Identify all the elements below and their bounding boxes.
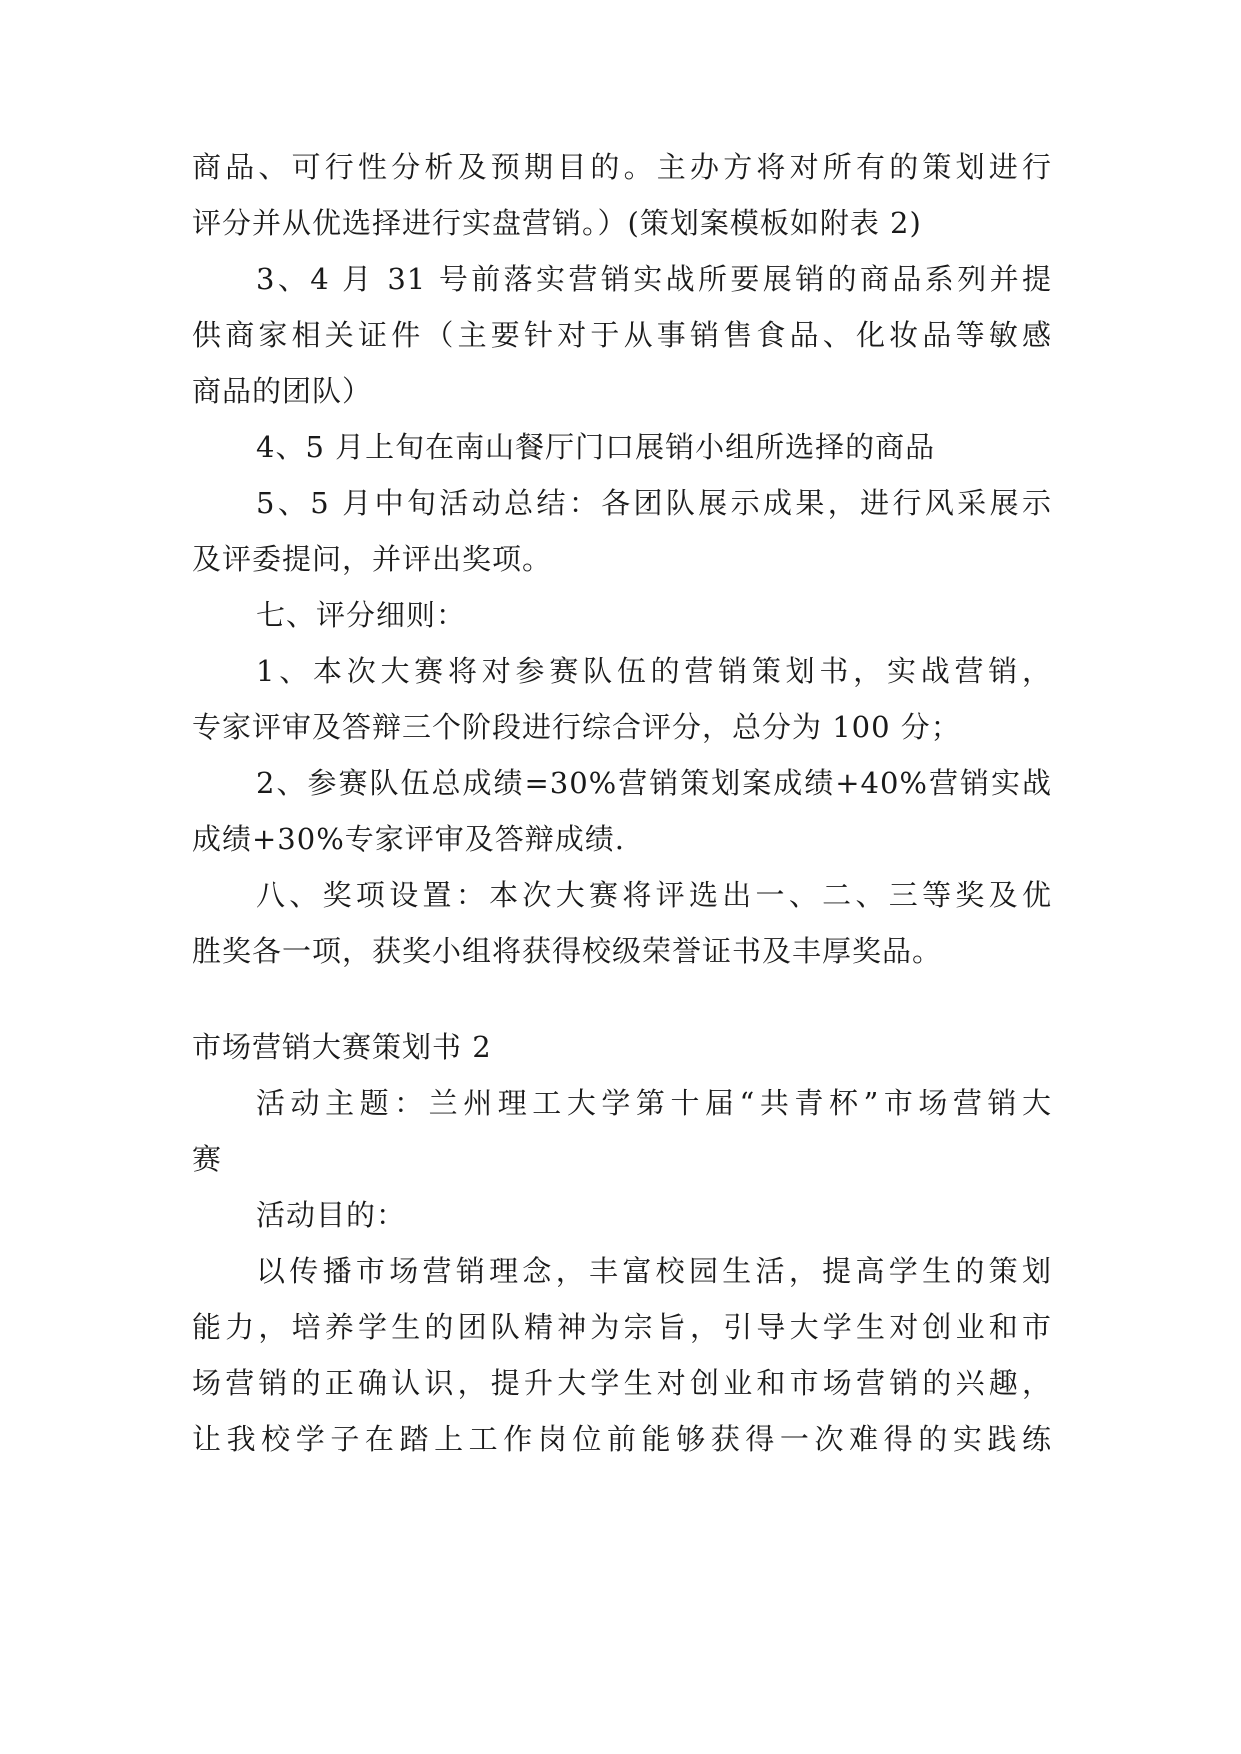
text-line: 赛 [192, 1142, 223, 1176]
text-line: 胜奖各一项，获奖小组将获得校级荣誉证书及丰厚奖品。 [192, 934, 943, 968]
text-line: 及评委提问，并评出奖项。 [192, 542, 553, 576]
text-line: 商品、可行性分析及预期目的。主办方将对所有的策划进行 [192, 150, 1052, 184]
text-line: 4、5 月上旬在南山餐厅门口展销小组所选择的商品 [256, 430, 936, 464]
section-heading: 七、评分细则： [256, 598, 467, 632]
text-line: 能力，培养学生的团队精神为宗旨，引导大学生对创业和市 [192, 1310, 1052, 1344]
text-line: 评分并从优选择进行实盘营销。）(策划案模板如附表 2) [192, 206, 922, 240]
text-line: 场营销的正确认识，提升大学生对创业和市场营销的兴趣， [192, 1366, 1052, 1400]
text-line: 2、参赛队伍总成绩=30%营销策划案成绩+40%营销实战 [256, 766, 1052, 800]
text-line: 以传播市场营销理念，丰富校园生活，提高学生的策划 [256, 1254, 1052, 1288]
text-line: 让我校学子在踏上工作岗位前能够获得一次难得的实践练 [192, 1422, 1052, 1456]
text-line: 商品的团队） [192, 374, 373, 408]
document-title: 市场营销大赛策划书 2 [192, 1030, 492, 1064]
text-line: 供商家相关证件（主要针对于从事销售食品、化妆品等敏感 [192, 318, 1052, 352]
text-line: 专家评审及答辩三个阶段进行综合评分，总分为 100 分； [192, 710, 961, 744]
section-heading: 活动目的： [256, 1198, 407, 1232]
text-line: 5、5 月中旬活动总结：各团队展示成果，进行风采展示 [256, 486, 1052, 520]
section-heading: 八、奖项设置：本次大赛将评选出一、二、三等奖及优 [256, 878, 1052, 912]
text-line: 活动主题：兰州理工大学第十届“共青杯”市场营销大 [256, 1086, 1052, 1120]
text-line: 1、本次大赛将对参赛队伍的营销策划书，实战营销， [256, 654, 1052, 688]
text-line: 成绩+30%专家评审及答辩成绩. [192, 822, 625, 856]
text-line: 3、4 月 31 号前落实营销实战所要展销的商品系列并提 [256, 262, 1052, 296]
